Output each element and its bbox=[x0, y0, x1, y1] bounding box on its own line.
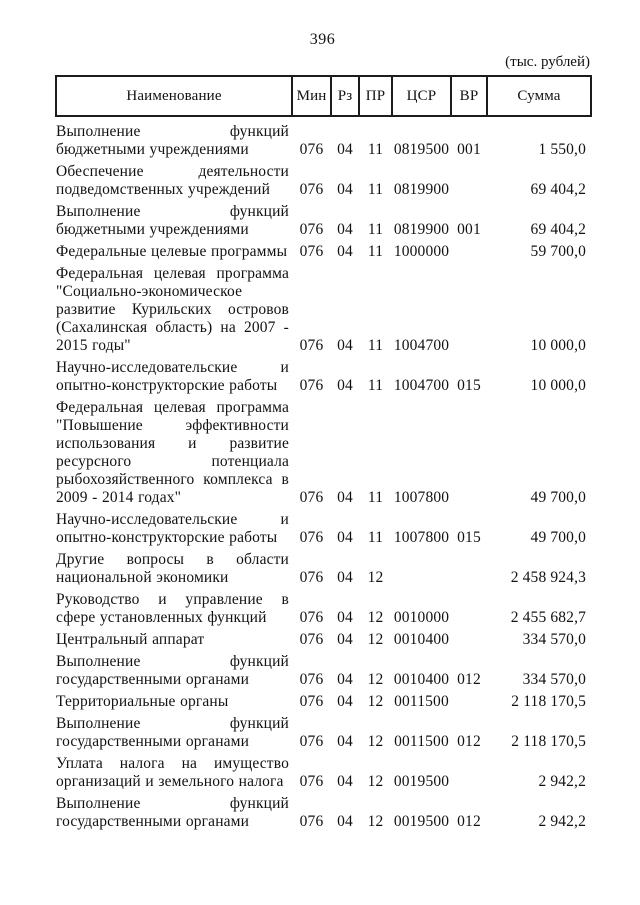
row-name: Центральный аппарат bbox=[56, 631, 205, 648]
table-row bbox=[56, 691, 591, 713]
row-rz-code: 04 bbox=[337, 693, 353, 710]
row-vr-code: 012 bbox=[457, 671, 481, 688]
row-vr-code: 015 bbox=[457, 529, 481, 546]
row-min-code: 076 bbox=[299, 609, 324, 626]
row-name: Выполнение функций государственными органами bbox=[56, 653, 289, 688]
row-name: Выполнение функций государственными органами bbox=[56, 795, 289, 830]
row-sum: 2 942,2 bbox=[538, 773, 586, 790]
row-pr-code: 11 bbox=[367, 141, 384, 158]
row-csr-code: 0011500 bbox=[394, 693, 449, 710]
row-csr-code: 0010000 bbox=[393, 609, 450, 626]
table-row bbox=[56, 241, 591, 263]
table-row bbox=[56, 161, 591, 201]
row-sum: 10 000,0 bbox=[530, 337, 586, 354]
row-min-code: 076 bbox=[299, 141, 324, 158]
row-rz-code: 04 bbox=[337, 141, 353, 158]
row-sum: 2 942,2 bbox=[538, 813, 586, 830]
row-min-code: 076 bbox=[299, 631, 324, 648]
row-csr-code: 1004700 bbox=[393, 337, 450, 354]
header-csr: ЦСР bbox=[392, 76, 451, 116]
table-row bbox=[56, 509, 591, 549]
header-name: Наименование bbox=[56, 76, 292, 116]
row-pr-code: 12 bbox=[367, 693, 384, 710]
row-pr-code: 12 bbox=[367, 631, 384, 648]
header-summa: Сумма bbox=[487, 76, 591, 116]
row-sum: 2 458 924,3 bbox=[510, 569, 586, 586]
row-csr-code: 1004700 bbox=[393, 377, 450, 394]
row-name: Выполнение функций бюджетными учреждениями bbox=[56, 123, 289, 158]
row-min-code: 076 bbox=[299, 377, 324, 394]
row-sum: 49 700,0 bbox=[530, 489, 586, 506]
row-min-code: 076 bbox=[299, 671, 324, 688]
row-min-code: 076 bbox=[299, 733, 324, 750]
row-csr-code: 0819900 bbox=[393, 181, 450, 198]
row-rz-code: 04 bbox=[337, 221, 353, 238]
row-pr-code: 11 bbox=[367, 377, 384, 394]
row-vr-code bbox=[451, 753, 487, 793]
row-pr-code: 11 bbox=[367, 221, 384, 238]
row-pr-code: 12 bbox=[367, 671, 384, 688]
row-name: Обеспечение деятельности подведомственных учреждений bbox=[56, 163, 289, 198]
row-name: Научно-исследовательские и опытно-конструкторские работы bbox=[56, 359, 289, 394]
row-rz-code: 04 bbox=[337, 813, 353, 830]
row-sum: 2 455 682,7 bbox=[510, 609, 586, 626]
row-rz-code: 04 bbox=[337, 773, 353, 790]
table-row bbox=[56, 263, 591, 357]
row-rz-code: 04 bbox=[337, 733, 353, 750]
row-rz-code: 04 bbox=[337, 243, 353, 260]
row-csr-code: 0011500 bbox=[394, 733, 449, 750]
table-row bbox=[56, 201, 591, 241]
row-vr-code: 012 bbox=[457, 813, 481, 830]
header-pr: ПР bbox=[359, 76, 392, 116]
row-pr-code: 12 bbox=[367, 773, 384, 790]
header-row bbox=[56, 76, 591, 116]
row-vr-code: 015 bbox=[457, 377, 481, 394]
row-sum: 49 700,0 bbox=[530, 529, 586, 546]
row-vr-code bbox=[451, 549, 487, 589]
table-row bbox=[56, 397, 591, 509]
row-sum: 69 404,2 bbox=[530, 221, 586, 238]
row-csr-code: 1007800 bbox=[393, 489, 450, 506]
row-rz-code: 04 bbox=[337, 631, 353, 648]
row-min-code: 076 bbox=[299, 489, 324, 506]
row-sum: 334 570,0 bbox=[522, 671, 586, 688]
row-min-code: 076 bbox=[299, 221, 324, 238]
row-min-code: 076 bbox=[299, 337, 324, 354]
row-csr-code: 0019500 bbox=[393, 813, 450, 830]
row-vr-code: 001 bbox=[457, 141, 481, 158]
row-name: Научно-исследовательские и опытно-конструкторские работы bbox=[56, 511, 289, 546]
row-vr-code bbox=[451, 589, 487, 629]
table-row bbox=[56, 753, 591, 793]
row-csr-code bbox=[392, 549, 451, 589]
row-sum: 2 118 170,5 bbox=[511, 733, 586, 750]
table-row bbox=[56, 629, 591, 651]
table-row bbox=[56, 589, 591, 629]
row-sum: 1 550,0 bbox=[538, 141, 586, 158]
row-sum: 59 700,0 bbox=[530, 243, 586, 260]
row-rz-code: 04 bbox=[337, 671, 353, 688]
row-csr-code: 1000000 bbox=[393, 243, 450, 260]
row-name: Федеральная целевая программа "Социально-экономическое развитие Курильских островов (Сахалинская область) на 2007 - 2015 годы" bbox=[56, 265, 289, 354]
row-csr-code: 0019500 bbox=[393, 773, 450, 790]
header-rz: Рз bbox=[331, 76, 359, 116]
row-pr-code: 12 bbox=[367, 609, 384, 626]
row-vr-code bbox=[451, 629, 487, 651]
row-min-code: 076 bbox=[299, 813, 324, 830]
row-pr-code: 12 bbox=[367, 733, 384, 750]
table-row bbox=[56, 713, 591, 753]
row-csr-code: 1007800 bbox=[393, 529, 450, 546]
table-row bbox=[56, 793, 591, 833]
row-name: Федеральные целевые программы bbox=[56, 243, 288, 260]
table-row bbox=[56, 116, 591, 161]
row-pr-code: 11 bbox=[367, 337, 384, 354]
row-sum: 334 570,0 bbox=[522, 631, 586, 648]
row-name: Уплата налога на имущество организаций и земельного налога bbox=[56, 755, 289, 790]
row-rz-code: 04 bbox=[337, 529, 353, 546]
row-min-code: 076 bbox=[299, 569, 324, 586]
row-pr-code: 11 bbox=[367, 181, 384, 198]
table-row bbox=[56, 549, 591, 589]
table-row bbox=[56, 651, 591, 691]
row-name: Выполнение функций бюджетными учреждениями bbox=[56, 203, 289, 238]
row-vr-code bbox=[451, 691, 487, 713]
row-name: Выполнение функций государственными органами bbox=[56, 715, 289, 750]
row-rz-code: 04 bbox=[337, 377, 353, 394]
row-rz-code: 04 bbox=[337, 609, 353, 626]
table-header bbox=[56, 76, 591, 116]
row-name: Другие вопросы в области национальной экономики bbox=[56, 551, 289, 586]
row-pr-code: 11 bbox=[367, 243, 384, 260]
page-number: 396 bbox=[309, 31, 336, 48]
row-vr-code bbox=[451, 397, 487, 509]
row-name: Федеральная целевая программа "Повышение эффективности использования и развитие ресурсного потенциала рыбохозяйственного комплекса в 2009 - 2014 годах" bbox=[56, 399, 289, 506]
row-csr-code: 0819500 bbox=[393, 141, 450, 158]
row-vr-code bbox=[451, 241, 487, 263]
row-min-code: 076 bbox=[299, 693, 324, 710]
row-csr-code: 0010400 bbox=[393, 671, 450, 688]
header-min: Мин bbox=[292, 76, 331, 116]
units-label: (тыс. рублей) bbox=[505, 54, 590, 70]
row-name: Руководство и управление в сфере установленных функций bbox=[56, 591, 289, 626]
row-csr-code: 0010400 bbox=[393, 631, 450, 648]
row-pr-code: 12 bbox=[367, 569, 384, 586]
row-rz-code: 04 bbox=[337, 181, 353, 198]
row-vr-code bbox=[451, 161, 487, 201]
row-pr-code: 11 bbox=[367, 529, 384, 546]
row-rz-code: 04 bbox=[337, 569, 353, 586]
row-csr-code: 0819900 bbox=[393, 221, 450, 238]
row-min-code: 076 bbox=[299, 773, 324, 790]
row-sum: 2 118 170,5 bbox=[511, 693, 586, 710]
row-sum: 69 404,2 bbox=[530, 181, 586, 198]
row-rz-code: 04 bbox=[337, 489, 353, 506]
row-min-code: 076 bbox=[299, 529, 324, 546]
row-min-code: 076 bbox=[299, 181, 324, 198]
row-vr-code: 001 bbox=[457, 221, 481, 238]
row-vr-code bbox=[451, 263, 487, 357]
row-sum: 10 000,0 bbox=[530, 377, 586, 394]
row-pr-code: 12 bbox=[367, 813, 384, 830]
row-name: Территориальные органы bbox=[56, 693, 229, 710]
table-row bbox=[56, 357, 591, 397]
row-pr-code: 11 bbox=[367, 489, 384, 506]
row-rz-code: 04 bbox=[337, 337, 353, 354]
budget-table bbox=[55, 75, 592, 833]
table-body bbox=[56, 116, 591, 833]
header-vr: ВР bbox=[451, 76, 487, 116]
row-vr-code: 012 bbox=[457, 733, 481, 750]
row-min-code: 076 bbox=[299, 243, 324, 260]
